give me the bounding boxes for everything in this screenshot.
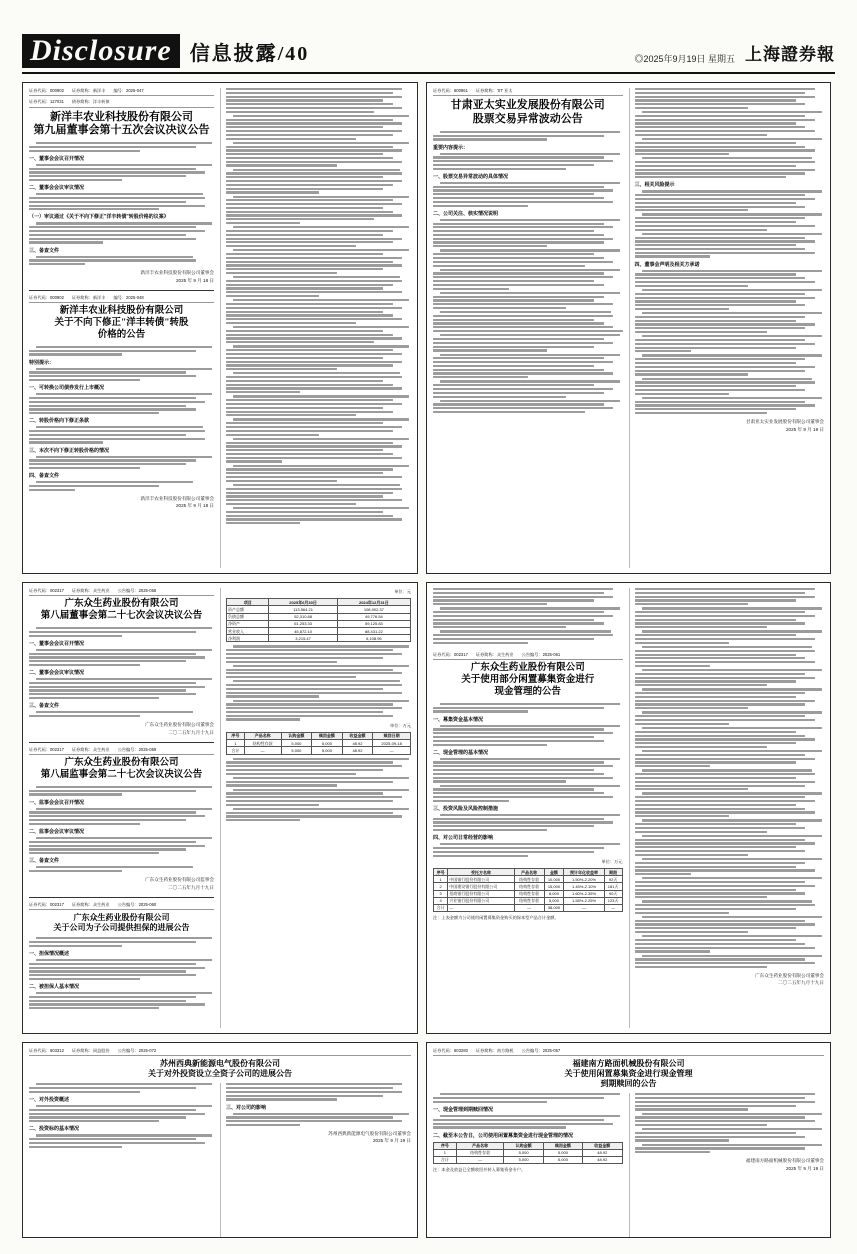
td: 5,000 (543, 1149, 582, 1156)
title-line: 新洋丰农业科技股份有限公司 (50, 110, 193, 123)
masthead-right (634, 40, 835, 68)
code: 证券代码：002317 (29, 901, 64, 907)
divider (29, 897, 214, 898)
band-1 (22, 82, 835, 574)
table-caption-cash: 单位：万元 (601, 858, 623, 864)
td: 1 (227, 740, 245, 747)
article-0-codes-2 (29, 99, 214, 107)
title-line: 关于对外投资设立全资子公司的进展公告 (148, 1069, 292, 1079)
signature-line: 福建南方路面机械股份有限公司董事会 (745, 1158, 824, 1164)
signature-date: 2025 年 9 月 19 日 (785, 1165, 824, 1171)
article-1-section-2-heading: 二、转股价格向下修正条款 (29, 418, 90, 425)
article-7-title (29, 1059, 411, 1079)
td: 营业收入 (227, 628, 269, 635)
masthead (22, 28, 835, 74)
td: 1 (434, 876, 448, 883)
td: 结构性存款 (514, 890, 544, 897)
th: 认购金额 (281, 732, 312, 739)
article-0 (29, 88, 214, 284)
table-header-row (434, 1142, 623, 1149)
article-2-codes (433, 88, 623, 96)
table-header-row (227, 599, 411, 606)
article-3-section-0-heading: 一、董事会会议召开情况 (29, 640, 85, 647)
td: 113,564.21 (269, 606, 337, 613)
table-row (434, 1149, 623, 1156)
td: 结构性存款 (514, 897, 544, 904)
title-line: 苏州西典新能源电气股份有限公司 (160, 1059, 280, 1069)
article-8-signature (635, 1157, 825, 1172)
table-caption-redeem: 单位：万元 (390, 722, 411, 728)
td: 结构性存款 (456, 1149, 504, 1156)
article-2-title (433, 99, 623, 127)
article-2-section-1-heading: 一、股票交易异常波动的具体情况 (433, 173, 509, 180)
code: 证券代码：127031 (29, 99, 64, 105)
td: 5,000 (281, 740, 312, 747)
td: 1 (434, 1149, 457, 1156)
code: 证券简称：众生药业 (71, 588, 110, 593)
article-box-1 (22, 82, 418, 574)
article-6-section-0-heading: 一、募集资金基本情况 (433, 716, 484, 723)
td: — (564, 904, 604, 911)
article-box-5 (22, 1042, 418, 1238)
td: 181天 (604, 883, 622, 890)
td: 4 (434, 897, 448, 904)
article-box-4 (426, 582, 831, 1034)
code: 证券代码：603312 (29, 1048, 64, 1053)
td: 净资产 (227, 620, 269, 627)
article-box-2 (426, 82, 831, 574)
section-title (190, 37, 310, 68)
td: 结构性存款 (244, 740, 281, 747)
td: 5,000 (281, 747, 312, 754)
th: 序号 (434, 869, 448, 876)
code: 证券简称：新洋丰 (71, 295, 106, 300)
article-7-section-2-heading: 三、对公司的影响 (226, 1104, 267, 1111)
td: 45,872.10 (269, 628, 337, 635)
td: 6,108.95 (337, 635, 410, 642)
article-4-section-2-heading: 三、备查文件 (29, 858, 60, 865)
divider (29, 742, 214, 743)
th: 期限 (604, 869, 622, 876)
code: 证券简称：新洋丰 (71, 88, 106, 93)
td: 108,902.37 (337, 606, 410, 613)
table-row (227, 740, 411, 747)
th: 认购金额 (504, 1142, 543, 1149)
title-line: 福建南方路面机械股份有限公司 (572, 1059, 685, 1069)
td: 5,000 (312, 740, 343, 747)
column-3a (29, 588, 214, 1028)
article-8-title (433, 1059, 824, 1089)
article-box-6 (426, 1042, 831, 1238)
td: 负债总额 (227, 613, 269, 620)
code: 证券代码：002317 (29, 746, 64, 752)
table-row (227, 628, 411, 635)
td: — (448, 904, 514, 911)
title-line: 新洋丰农业科技股份有限公司 (59, 306, 184, 317)
signature-date: 2025 年 9 月 19 日 (372, 1138, 411, 1144)
code: 公告编号：2025-059 (117, 746, 157, 752)
title-line: 广东众生药业股份有限公司 (470, 663, 585, 674)
code: 债券简称：洋丰转债 (71, 99, 110, 105)
column-4a (433, 588, 623, 1028)
redeem-table (226, 732, 411, 755)
code: 证券简称：同益股份 (71, 1048, 110, 1053)
code: 公告编号：2025-057 (521, 1048, 561, 1053)
table-row (227, 747, 411, 754)
td: 资产总额 (227, 606, 269, 613)
table-row (434, 890, 623, 897)
article-1-section-0-heading: 特别提示： (29, 359, 55, 366)
signature-line: 新洋丰农业科技股份有限公司董事会 (140, 270, 214, 276)
td: 兴业银行股份有限公司 (448, 897, 514, 904)
td: 15,000 (544, 883, 564, 890)
th: 赎回金额 (312, 732, 343, 739)
article-3-codes (29, 588, 214, 596)
article-1-section-1-heading: 一、可转换公司债券发行上市概况 (29, 385, 105, 392)
td: 2 (434, 883, 448, 890)
table-row (227, 613, 411, 620)
signature-date: 2025 年 9 月 19 日 (785, 426, 824, 432)
article-5-section-0-heading: 一、担保情况概述 (29, 950, 70, 957)
title-line: 第八届监事会第二十七次会议决议公告 (40, 770, 203, 781)
th: 赎回金额 (543, 1142, 582, 1149)
td: 5,000 (504, 1149, 543, 1156)
td: 48.92 (342, 747, 373, 754)
column-1b (220, 88, 411, 568)
article-1-codes (29, 295, 214, 303)
td: 结构性存款 (514, 883, 544, 890)
th: 收益金额 (583, 1142, 622, 1149)
td: 8,000 (544, 890, 564, 897)
article-5-section-1-heading: 二、被担保人基本情况 (29, 984, 80, 991)
article-4-title (29, 758, 214, 782)
signature-line: 甘肃亚太实业发展股份有限公司董事会 (745, 419, 824, 425)
td: 净利润 (227, 635, 269, 642)
signature-date: 二〇二五年九月十九日 (778, 980, 824, 986)
code: 证券简称：南方路机 (475, 1048, 514, 1053)
title-line: 到期赎回的公告 (600, 1079, 657, 1089)
article-6-codes (433, 652, 623, 660)
band-2 (22, 582, 835, 1034)
table-row (227, 606, 411, 613)
article-1-section-3-heading: 三、本次不向下修正转股价格的情况 (29, 447, 110, 454)
td: 90天 (604, 890, 622, 897)
article-1-title (29, 306, 214, 342)
table-row (434, 883, 623, 890)
signature-line: 广东众生药业股份有限公司董事会 (145, 722, 214, 728)
table-row (434, 876, 623, 883)
td: 合计 (434, 1156, 457, 1163)
code: 证券简称：众生药业 (475, 651, 514, 657)
table-caption-finance: 单位：元 (394, 589, 411, 594)
th: 产品名称 (244, 732, 281, 739)
article-3-section-1-heading: 二、董事会会议审议情况 (29, 670, 85, 677)
td: — (514, 904, 544, 911)
signature-line: 新洋丰农业科技股份有限公司董事会 (140, 495, 214, 501)
table-footnote: 注：上表金额为公司使用闲置募集资金购买的保本型产品合计金额。 (433, 915, 559, 921)
article-0-section-2-heading: （一）审议通过《关于不向下修正"洋丰转债"转股价格的议案》 (29, 214, 169, 221)
table-header-row (434, 869, 623, 876)
td: 5,000 (543, 1156, 582, 1163)
td: 招商银行股份有限公司 (448, 890, 514, 897)
td: — (373, 747, 411, 754)
divider (29, 290, 214, 291)
td: 61,253.33 (269, 620, 337, 627)
page-number: /40 (277, 43, 310, 65)
code: 证券简称：众生药业 (71, 746, 110, 752)
title-line: 第九届董事会第十五次会议决议公告 (33, 124, 210, 137)
code: 证券代码：002317 (433, 651, 468, 657)
td: 88,431.22 (337, 628, 410, 635)
table-row (227, 635, 411, 642)
article-4-codes (29, 747, 214, 755)
table-row (434, 904, 623, 911)
article-2-signature (635, 418, 825, 433)
article-7-codes (29, 1048, 411, 1056)
article-2-section-4-heading: 四、董事会声明及相关方承诺 (634, 261, 700, 268)
article-7-signature (226, 1130, 411, 1145)
article-1-signature (29, 495, 214, 510)
column-2a (433, 88, 623, 568)
article-7-section-1-heading: 二、投资标的基本情况 (29, 1126, 80, 1133)
td: 5,000 (504, 1156, 543, 1163)
td: 2025-09-18 (373, 740, 411, 747)
article-0-codes (29, 88, 214, 96)
signature-date: 二〇二五年九月十九日 (168, 884, 214, 890)
td: 1.45%-2.10% (564, 883, 604, 890)
code: 公告编号：2025-061 (521, 651, 561, 657)
column-5b (220, 1083, 411, 1238)
td: 59,125.83 (337, 620, 410, 627)
column-1a (29, 88, 214, 568)
title-line: 甘肃亚太实业发展股份有限公司 (450, 99, 605, 112)
table-row (434, 897, 623, 904)
article-2-section-2-heading: 二、公司关注、核实情况说明 (433, 210, 499, 217)
code: 编号：2025-048 (113, 295, 144, 300)
signature-date: 2025 年 9 月 18 日 (175, 277, 214, 283)
disclosure-logo: Disclosure (22, 34, 180, 69)
td: — (244, 747, 281, 754)
td: 合计 (434, 904, 448, 911)
article-grid (22, 82, 835, 1238)
article-1 (29, 295, 214, 510)
article-0-title (29, 111, 214, 139)
article-6-title (433, 663, 623, 699)
signature-line: 苏州西典新能源电气股份有限公司董事会 (328, 1131, 411, 1137)
code: 证券代码：002317 (29, 588, 64, 593)
column-6b (629, 1093, 825, 1238)
table-footnote: 注：本金及收益已全额收回并转入募集资金专户。 (433, 1167, 526, 1173)
title-line: 关于公司为子公司提供担保的进展公告 (53, 923, 190, 933)
code: 证券简称：众生药业 (71, 901, 110, 907)
code: 公告编号：2025-072 (117, 1048, 157, 1053)
th: 受托方名称 (448, 869, 514, 876)
th: 2025年6月30日 (269, 599, 337, 606)
th: 预计年化收益率 (564, 869, 604, 876)
td: 48.92 (583, 1156, 622, 1163)
article-6-section-1-heading: 二、现金管理的基本情况 (433, 749, 489, 756)
title-line: 广东众生药业股份有限公司 (64, 758, 179, 769)
article-3-signature (29, 721, 214, 736)
column-6a (433, 1093, 623, 1238)
column-3b (220, 588, 411, 1028)
paper-name: 上海證券報 (745, 45, 835, 64)
td: 123天 (604, 897, 622, 904)
td: 结构性存款 (514, 876, 544, 883)
th: 收益金额 (342, 732, 373, 739)
article-box-3 (22, 582, 418, 1034)
article-8-codes (433, 1048, 824, 1056)
publish-date: ◎2025年9月19日 星期五 (634, 54, 735, 64)
title-line: 广东众生药业股份有限公司 (64, 599, 179, 610)
article-3-title (29, 599, 214, 623)
td: — (456, 1156, 504, 1163)
article-5-codes (29, 902, 214, 910)
signature-line: 广东众生药业股份有限公司监事会 (145, 877, 214, 883)
title-line: 第八届董事会第二十七次会议决议公告 (40, 611, 203, 622)
td: 92天 (604, 876, 622, 883)
title-line: 价格的公告 (97, 330, 146, 341)
article-8-section-0-heading: 一、现金管理到期赎回情况 (433, 1107, 494, 1114)
td: 5,000 (544, 897, 564, 904)
article-5-title (29, 913, 214, 933)
article-4-signature (29, 876, 214, 891)
article-6-section-2-heading: 三、投资风险及风险控制措施 (433, 805, 499, 812)
td: 3 (434, 890, 448, 897)
th: 产品名称 (514, 869, 544, 876)
code: 证券简称：'ST 亚太 (475, 88, 513, 93)
article-4-section-0-heading: 一、监事会会议召开情况 (29, 799, 85, 806)
article-0-signature (29, 269, 214, 284)
td: 中国银行股份有限公司 (448, 876, 514, 883)
code: 编号：2025-047 (113, 88, 144, 93)
td: 1.50%-2.20% (564, 876, 604, 883)
td: 52,310.88 (269, 613, 337, 620)
table-row (227, 620, 411, 627)
td: 48.92 (583, 1149, 622, 1156)
title-line: 现金管理的公告 (494, 686, 561, 697)
cash-management-table (433, 868, 623, 912)
code: 公告编号：2025-058 (117, 588, 157, 593)
article-0-section-3-heading: 三、备查文件 (29, 247, 60, 254)
td: 3,215.47 (269, 635, 337, 642)
article-0-section-0-heading: 一、董事会会议召开情况 (29, 155, 85, 162)
title-line: 关于使用部分闲置募集资金进行 (461, 675, 595, 686)
article-8-section-1-heading: 二、截至本公告日，公司使用闲置募集资金进行现金管理的情况 (433, 1132, 574, 1139)
article-2-section-0-heading: 重要内容提示： (433, 144, 469, 151)
article-6-section-3-heading: 四、对公司日常经营的影响 (433, 835, 494, 842)
td: — (604, 904, 622, 911)
td: 5,000 (312, 747, 343, 754)
code: 证券代码：600961 (433, 88, 468, 93)
th: 2024年12月31日 (337, 599, 410, 606)
title-line: 股票交易异常波动公告 (472, 113, 583, 126)
td: 中国建设银行股份有限公司 (448, 883, 514, 890)
column-4b (629, 588, 825, 1028)
article-0-disclaimer (29, 142, 214, 152)
article-6-signature (635, 972, 825, 987)
article-1-section-4-heading: 四、备查文件 (29, 473, 60, 480)
signature-date: 二〇二五年九月十九日 (168, 729, 214, 735)
signature-date: 2025 年 9 月 18 日 (175, 503, 214, 509)
title-line: 关于不向下修正"洋丰转债"转股 (54, 318, 189, 329)
article-2-section-3-heading: 三、相关风险提示 (634, 182, 675, 189)
title-line: 关于使用闲置募集资金进行现金管理 (564, 1069, 693, 1079)
article-7-section-0-heading: 一、对外投资概述 (29, 1097, 70, 1104)
finance-table (226, 598, 411, 642)
th: 产品名称 (456, 1142, 504, 1149)
td: 38,000 (544, 904, 564, 911)
code: 证券代码：603280 (433, 1048, 468, 1053)
td: 1.55%-2.25% (564, 897, 604, 904)
td: 1.60%-2.35% (564, 890, 604, 897)
band-3 (22, 1042, 835, 1238)
th: 金额 (544, 869, 564, 876)
th: 序号 (434, 1142, 457, 1149)
redeem-summary-table (433, 1142, 623, 1165)
column-2b (629, 88, 825, 568)
th: 项目 (227, 599, 269, 606)
article-0-section-1-heading: 二、董事会会议审议情况 (29, 185, 85, 192)
code: 证券代码：000902 (29, 88, 64, 93)
code: 证券代码：000902 (29, 295, 64, 300)
signature-line: 广东众生药业股份有限公司董事会 (755, 973, 824, 979)
td: 10,000 (544, 876, 564, 883)
th: 赎回日期 (373, 732, 411, 739)
table-header-row (227, 732, 411, 739)
code: 公告编号：2025-060 (117, 901, 157, 907)
td: 48.92 (342, 740, 373, 747)
article-4-section-1-heading: 二、监事会会议审议情况 (29, 828, 85, 835)
td: 49,776.54 (337, 613, 410, 620)
th: 序号 (227, 732, 245, 739)
section-title-cn: 信息披露 (189, 43, 278, 65)
td: 合计 (227, 747, 245, 754)
table-row (434, 1156, 623, 1163)
article-3-section-2-heading: 三、备查文件 (29, 703, 60, 710)
title-line: 广东众生药业股份有限公司 (73, 913, 170, 923)
column-5a (29, 1083, 214, 1238)
